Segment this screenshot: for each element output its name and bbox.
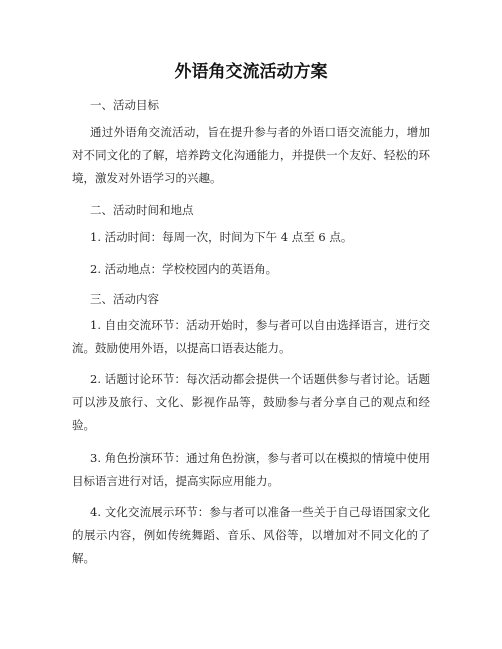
paragraph-place: [72, 258, 430, 281]
paragraph-role-play: [72, 447, 430, 493]
paragraph-time-text: 1. 活动时间：每周一次，时间为下午 4 点至 6 点。: [90, 230, 353, 244]
paragraph-topic-discussion-text: 2. 话题讨论环节：每次活动都会提供一个话题供参与者讨论。话题可以涉及旅行、文化、影视作品等，鼓励参与者分享自己的观点和经验。: [72, 372, 430, 432]
paragraph-free-talk-text: 1. 自由交流环节：活动开始时，参与者可以自由选择语言，进行交流。鼓励使用外语，以提高口语表达能力。: [72, 318, 430, 355]
paragraph-goals-text: 通过外语角交流活动，旨在提升参与者的外语口语交流能力，增加对不同文化的了解，培养跨文化沟通能力，并提供一个友好、轻松的环境，激发对外语学习的兴趣。: [72, 125, 430, 185]
section-heading-time-place: 二、活动时间和地点: [90, 203, 194, 217]
paragraph-free-talk: [72, 314, 430, 360]
paragraph-culture-show-text: 4. 文化交流展示环节：参与者可以准备一些关于自己母语国家文化的展示内容，例如传统舞蹈、音乐、风俗等，以增加对不同文化的了解。: [72, 505, 430, 565]
paragraph-goals: [72, 121, 430, 190]
section-heading-goals: 一、活动目标: [90, 98, 159, 112]
paragraph-culture-show: [72, 501, 430, 570]
paragraph-role-play-text: 3. 角色扮演环节：通过角色扮演，参与者可以在模拟的情境中使用目标语言进行对话，提高实际应用能力。: [72, 451, 430, 488]
paragraph-place-text: 2. 活动地点：学校校园内的英语角。: [90, 262, 278, 276]
paragraph-time: [72, 226, 430, 249]
paragraph-topic-discussion: [72, 368, 430, 437]
section-heading-content: 三、活动内容: [90, 292, 159, 306]
document-title: 外语角交流活动方案: [174, 62, 328, 82]
